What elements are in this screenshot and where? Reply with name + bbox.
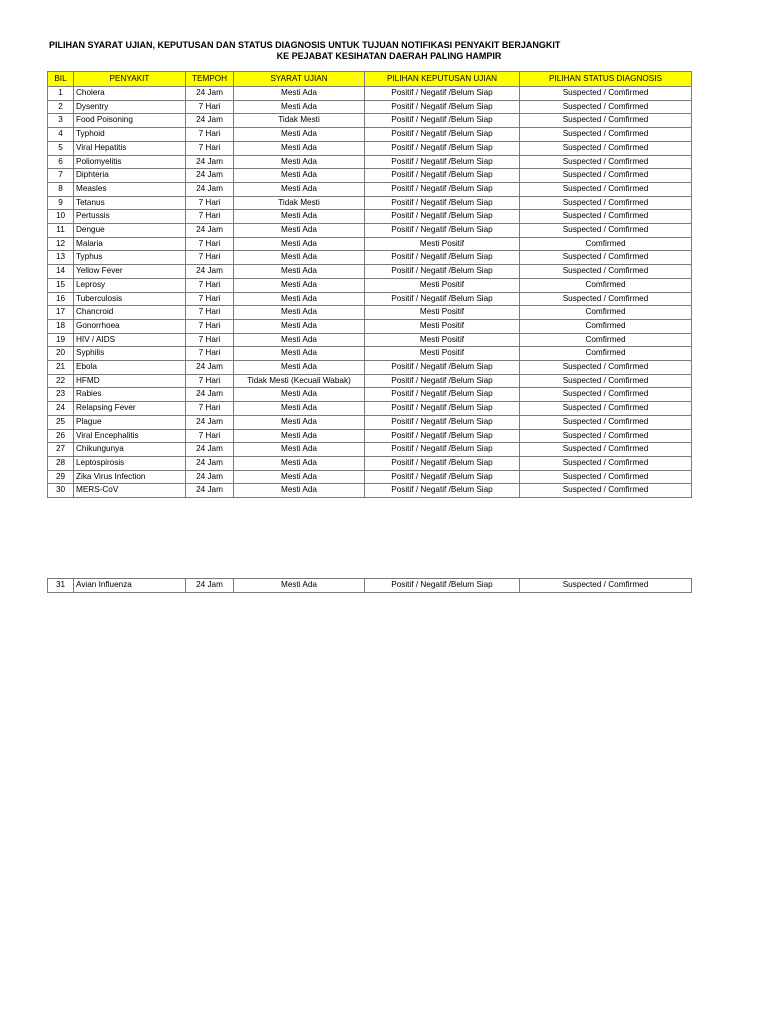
cell-bil: 15 [48,278,74,292]
cell-bil: 10 [48,210,74,224]
cell-tempoh: 24 Jam [186,224,234,238]
table-row [48,100,692,114]
table-row [48,456,692,470]
cell-penyakit: Typhoid [74,128,186,142]
header-pilihan-status-diagnosis: PILIHAN STATUS DIAGNOSIS [520,72,692,87]
cell-bil: 13 [48,251,74,265]
cell-tempoh: 7 Hari [186,251,234,265]
cell-syarat-ujian: Mesti Ada [234,265,365,279]
cell-status-diagnosis: Suspected / Comfirmed [520,265,692,279]
cell-bil: 2 [48,100,74,114]
cell-keputusan-ujian: Positif / Negatif /Belum Siap [365,224,520,238]
table-row [48,169,692,183]
cell-status-diagnosis: Suspected / Comfirmed [520,388,692,402]
cell-status-diagnosis: Suspected / Comfirmed [520,292,692,306]
cell-tempoh: 7 Hari [186,278,234,292]
header-syarat-ujian: SYARAT UJIAN [234,72,365,87]
table-row [48,87,692,101]
cell-syarat-ujian: Mesti Ada [234,319,365,333]
cell-syarat-ujian: Mesti Ada [234,333,365,347]
table-row [48,278,692,292]
cell-tempoh: 7 Hari [186,128,234,142]
cell-syarat-ujian: Mesti Ada [234,182,365,196]
cell-tempoh: 7 Hari [186,429,234,443]
header-pilihan-keputusan-ujian: PILIHAN KEPUTUSAN UJIAN [365,72,520,87]
cell-keputusan-ujian: Positif / Negatif /Belum Siap [365,128,520,142]
cell-keputusan-ujian: Positif / Negatif /Belum Siap [365,292,520,306]
cell-syarat-ujian: Mesti Ada [234,429,365,443]
cell-syarat-ujian: Tidak Mesti (Kecuali Wabak) [234,374,365,388]
cell-status-diagnosis: Suspected / Comfirmed [520,224,692,238]
cell-syarat-ujian: Mesti Ada [234,251,365,265]
cell-penyakit: Measles [74,182,186,196]
cell-keputusan-ujian: Positif / Negatif /Belum Siap [365,388,520,402]
cell-keputusan-ujian: Positif / Negatif /Belum Siap [365,87,520,101]
cell-tempoh: 24 Jam [186,443,234,457]
table-row [48,388,692,402]
table-row [48,155,692,169]
cell-penyakit: MERS-CoV [74,484,186,498]
cell-penyakit: Tuberculosis [74,292,186,306]
cell-keputusan-ujian: Mesti Positif [365,278,520,292]
cell-status-diagnosis: Suspected / Comfirmed [520,402,692,416]
header-bil: BIL [48,72,74,87]
cell-syarat-ujian: Tidak Mesti [234,196,365,210]
cell-syarat-ujian: Mesti Ada [234,456,365,470]
cell-status-diagnosis: Suspected / Comfirmed [520,456,692,470]
cell-status-diagnosis: Suspected / Comfirmed [520,429,692,443]
cell-status-diagnosis: Suspected / Comfirmed [520,128,692,142]
cell-status-diagnosis: Comfirmed [520,319,692,333]
cell-syarat-ujian: Mesti Ada [234,87,365,101]
cell-keputusan-ujian: Positif / Negatif /Belum Siap [365,415,520,429]
table-row [48,347,692,361]
table-row [48,484,692,498]
table-row [48,265,692,279]
cell-penyakit: Dengue [74,224,186,238]
disease-table-body [48,87,692,498]
cell-keputusan-ujian: Positif / Negatif /Belum Siap [365,155,520,169]
cell-penyakit: Diphteria [74,169,186,183]
cell-bil: 8 [48,182,74,196]
cell-keputusan-ujian: Positif / Negatif /Belum Siap [365,265,520,279]
table-row [48,210,692,224]
cell-status-diagnosis: Suspected / Comfirmed [520,415,692,429]
cell-tempoh: 7 Hari [186,210,234,224]
cell-bil: 22 [48,374,74,388]
cell-bil: 1 [48,87,74,101]
cell-bil: 5 [48,141,74,155]
cell-keputusan-ujian: Positif / Negatif /Belum Siap [365,374,520,388]
cell-tempoh: 24 Jam [186,182,234,196]
cell-syarat-ujian: Mesti Ada [234,169,365,183]
cell-keputusan-ujian: Mesti Positif [365,333,520,347]
cell-tempoh: 7 Hari [186,374,234,388]
cell-status-diagnosis: Suspected / Comfirmed [520,141,692,155]
cell-tempoh: 24 Jam [186,155,234,169]
cell-bil: 20 [48,347,74,361]
cell-bil: 31 [48,579,74,593]
cell-bil: 11 [48,224,74,238]
table-row [48,470,692,484]
table-row [48,374,692,388]
cell-penyakit: Zika Virus Infection [74,470,186,484]
cell-status-diagnosis: Suspected / Comfirmed [520,374,692,388]
cell-syarat-ujian: Mesti Ada [234,306,365,320]
cell-bil: 19 [48,333,74,347]
table-row [48,319,692,333]
cell-syarat-ujian: Mesti Ada [234,579,365,593]
cell-keputusan-ujian: Mesti Positif [365,319,520,333]
cell-tempoh: 24 Jam [186,169,234,183]
cell-bil: 21 [48,361,74,375]
cell-tempoh: 7 Hari [186,306,234,320]
cell-tempoh: 24 Jam [186,265,234,279]
cell-status-diagnosis: Comfirmed [520,347,692,361]
cell-penyakit: Ebola [74,361,186,375]
cell-bil: 30 [48,484,74,498]
cell-keputusan-ujian: Positif / Negatif /Belum Siap [365,100,520,114]
table-row [48,443,692,457]
cell-tempoh: 24 Jam [186,484,234,498]
table-row [48,128,692,142]
cell-tempoh: 7 Hari [186,292,234,306]
cell-keputusan-ujian: Positif / Negatif /Belum Siap [365,443,520,457]
cell-penyakit: Plague [74,415,186,429]
cell-status-diagnosis: Suspected / Comfirmed [520,196,692,210]
cell-penyakit: Leprosy [74,278,186,292]
table-row [48,114,692,128]
cell-penyakit: Leptospirosis [74,456,186,470]
document-title-line-2-text: KE PEJABAT KESIHATAN DAERAH PALING HAMPIR [276,51,502,61]
cell-keputusan-ujian: Positif / Negatif /Belum Siap [365,579,520,593]
cell-bil: 18 [48,319,74,333]
cell-tempoh: 7 Hari [186,196,234,210]
cell-penyakit: Chancroid [74,306,186,320]
cell-status-diagnosis: Suspected / Comfirmed [520,579,692,593]
cell-status-diagnosis: Comfirmed [520,306,692,320]
cell-keputusan-ujian: Positif / Negatif /Belum Siap [365,429,520,443]
cell-syarat-ujian: Mesti Ada [234,210,365,224]
cell-status-diagnosis: Comfirmed [520,333,692,347]
cell-bil: 16 [48,292,74,306]
cell-tempoh: 24 Jam [186,114,234,128]
cell-keputusan-ujian: Positif / Negatif /Belum Siap [365,251,520,265]
cell-penyakit: Cholera [74,87,186,101]
cell-status-diagnosis: Suspected / Comfirmed [520,251,692,265]
cell-penyakit: Food Poisoning [74,114,186,128]
cell-bil: 6 [48,155,74,169]
cell-status-diagnosis: Suspected / Comfirmed [520,114,692,128]
cell-syarat-ujian: Mesti Ada [234,128,365,142]
cell-bil: 26 [48,429,74,443]
cell-penyakit: Viral Hepatitis [74,141,186,155]
cell-syarat-ujian: Mesti Ada [234,155,365,169]
cell-status-diagnosis: Comfirmed [520,278,692,292]
cell-penyakit: Typhus [74,251,186,265]
cell-keputusan-ujian: Positif / Negatif /Belum Siap [365,141,520,155]
cell-syarat-ujian: Mesti Ada [234,347,365,361]
cell-tempoh: 24 Jam [186,415,234,429]
cell-penyakit: HFMD [74,374,186,388]
cell-keputusan-ujian: Positif / Negatif /Belum Siap [365,484,520,498]
disease-table [47,71,692,498]
cell-keputusan-ujian: Mesti Positif [365,306,520,320]
cell-status-diagnosis: Suspected / Comfirmed [520,155,692,169]
cell-syarat-ujian: Mesti Ada [234,470,365,484]
document-title-line-1: PILIHAN SYARAT UJIAN, KEPUTUSAN DAN STATUS DIAGNOSIS UNTUK TUJUAN NOTIFIKASI PENYAKIT BERJANGKIT [49,40,561,50]
cell-syarat-ujian: Mesti Ada [234,278,365,292]
cell-penyakit: Poliomyelitis [74,155,186,169]
cell-status-diagnosis: Comfirmed [520,237,692,251]
cell-bil: 28 [48,456,74,470]
table-row [48,141,692,155]
cell-bil: 12 [48,237,74,251]
table-row [48,333,692,347]
table-header-row [48,72,692,87]
cell-penyakit: HIV / AIDS [74,333,186,347]
cell-penyakit: Yellow Fever [74,265,186,279]
cell-bil: 7 [48,169,74,183]
cell-bil: 29 [48,470,74,484]
table-row [48,237,692,251]
cell-bil: 23 [48,388,74,402]
cell-penyakit: Gonorrhoea [74,319,186,333]
document-title-line-2 [0,51,768,62]
table-row [48,224,692,238]
cell-penyakit: Rabies [74,388,186,402]
cell-bil: 14 [48,265,74,279]
cell-status-diagnosis: Suspected / Comfirmed [520,361,692,375]
cell-syarat-ujian: Mesti Ada [234,415,365,429]
table-row [48,361,692,375]
table-row [48,306,692,320]
table-row [48,182,692,196]
cell-penyakit: Dysentry [74,100,186,114]
cell-keputusan-ujian: Positif / Negatif /Belum Siap [365,456,520,470]
header-tempoh: TEMPOH [186,72,234,87]
cell-keputusan-ujian: Positif / Negatif /Belum Siap [365,470,520,484]
cell-bil: 3 [48,114,74,128]
table-row [48,415,692,429]
cell-penyakit: Syphilis [74,347,186,361]
cell-bil: 24 [48,402,74,416]
cell-tempoh: 24 Jam [186,470,234,484]
extra-disease-table-body [48,579,692,593]
cell-syarat-ujian: Mesti Ada [234,100,365,114]
cell-keputusan-ujian: Positif / Negatif /Belum Siap [365,169,520,183]
table-row [48,402,692,416]
cell-tempoh: 7 Hari [186,237,234,251]
cell-bil: 27 [48,443,74,457]
cell-status-diagnosis: Suspected / Comfirmed [520,100,692,114]
cell-status-diagnosis: Suspected / Comfirmed [520,182,692,196]
cell-tempoh: 24 Jam [186,388,234,402]
cell-tempoh: 7 Hari [186,347,234,361]
cell-syarat-ujian: Mesti Ada [234,443,365,457]
table-row [48,196,692,210]
cell-syarat-ujian: Mesti Ada [234,402,365,416]
cell-tempoh: 7 Hari [186,100,234,114]
cell-penyakit: Pertussis [74,210,186,224]
cell-penyakit: Relapsing Fever [74,402,186,416]
cell-keputusan-ujian: Positif / Negatif /Belum Siap [365,402,520,416]
cell-tempoh: 24 Jam [186,579,234,593]
header-penyakit: PENYAKIT [74,72,186,87]
cell-tempoh: 24 Jam [186,361,234,375]
cell-syarat-ujian: Mesti Ada [234,141,365,155]
cell-bil: 17 [48,306,74,320]
cell-penyakit: Chikungunya [74,443,186,457]
cell-tempoh: 7 Hari [186,402,234,416]
cell-bil: 4 [48,128,74,142]
cell-status-diagnosis: Suspected / Comfirmed [520,210,692,224]
cell-syarat-ujian: Mesti Ada [234,237,365,251]
cell-keputusan-ujian: Positif / Negatif /Belum Siap [365,361,520,375]
table-row [48,251,692,265]
cell-syarat-ujian: Mesti Ada [234,388,365,402]
cell-tempoh: 24 Jam [186,87,234,101]
cell-penyakit: Malaria [74,237,186,251]
cell-keputusan-ujian: Mesti Positif [365,237,520,251]
cell-syarat-ujian: Mesti Ada [234,292,365,306]
table-row [48,579,692,593]
cell-keputusan-ujian: Positif / Negatif /Belum Siap [365,182,520,196]
extra-disease-table [47,578,692,593]
cell-status-diagnosis: Suspected / Comfirmed [520,87,692,101]
table-row [48,429,692,443]
cell-syarat-ujian: Mesti Ada [234,224,365,238]
cell-tempoh: 7 Hari [186,319,234,333]
cell-bil: 25 [48,415,74,429]
cell-status-diagnosis: Suspected / Comfirmed [520,169,692,183]
cell-tempoh: 24 Jam [186,456,234,470]
table-row [48,292,692,306]
cell-tempoh: 7 Hari [186,141,234,155]
cell-keputusan-ujian: Positif / Negatif /Belum Siap [365,196,520,210]
cell-status-diagnosis: Suspected / Comfirmed [520,484,692,498]
cell-penyakit: Viral Encephalitis [74,429,186,443]
cell-keputusan-ujian: Positif / Negatif /Belum Siap [365,210,520,224]
cell-penyakit: Avian Influenza [74,579,186,593]
cell-status-diagnosis: Suspected / Comfirmed [520,470,692,484]
cell-tempoh: 7 Hari [186,333,234,347]
cell-syarat-ujian: Tidak Mesti [234,114,365,128]
cell-keputusan-ujian: Positif / Negatif /Belum Siap [365,114,520,128]
cell-status-diagnosis: Suspected / Comfirmed [520,443,692,457]
cell-bil: 9 [48,196,74,210]
cell-keputusan-ujian: Mesti Positif [365,347,520,361]
cell-syarat-ujian: Mesti Ada [234,361,365,375]
cell-syarat-ujian: Mesti Ada [234,484,365,498]
cell-penyakit: Tetanus [74,196,186,210]
